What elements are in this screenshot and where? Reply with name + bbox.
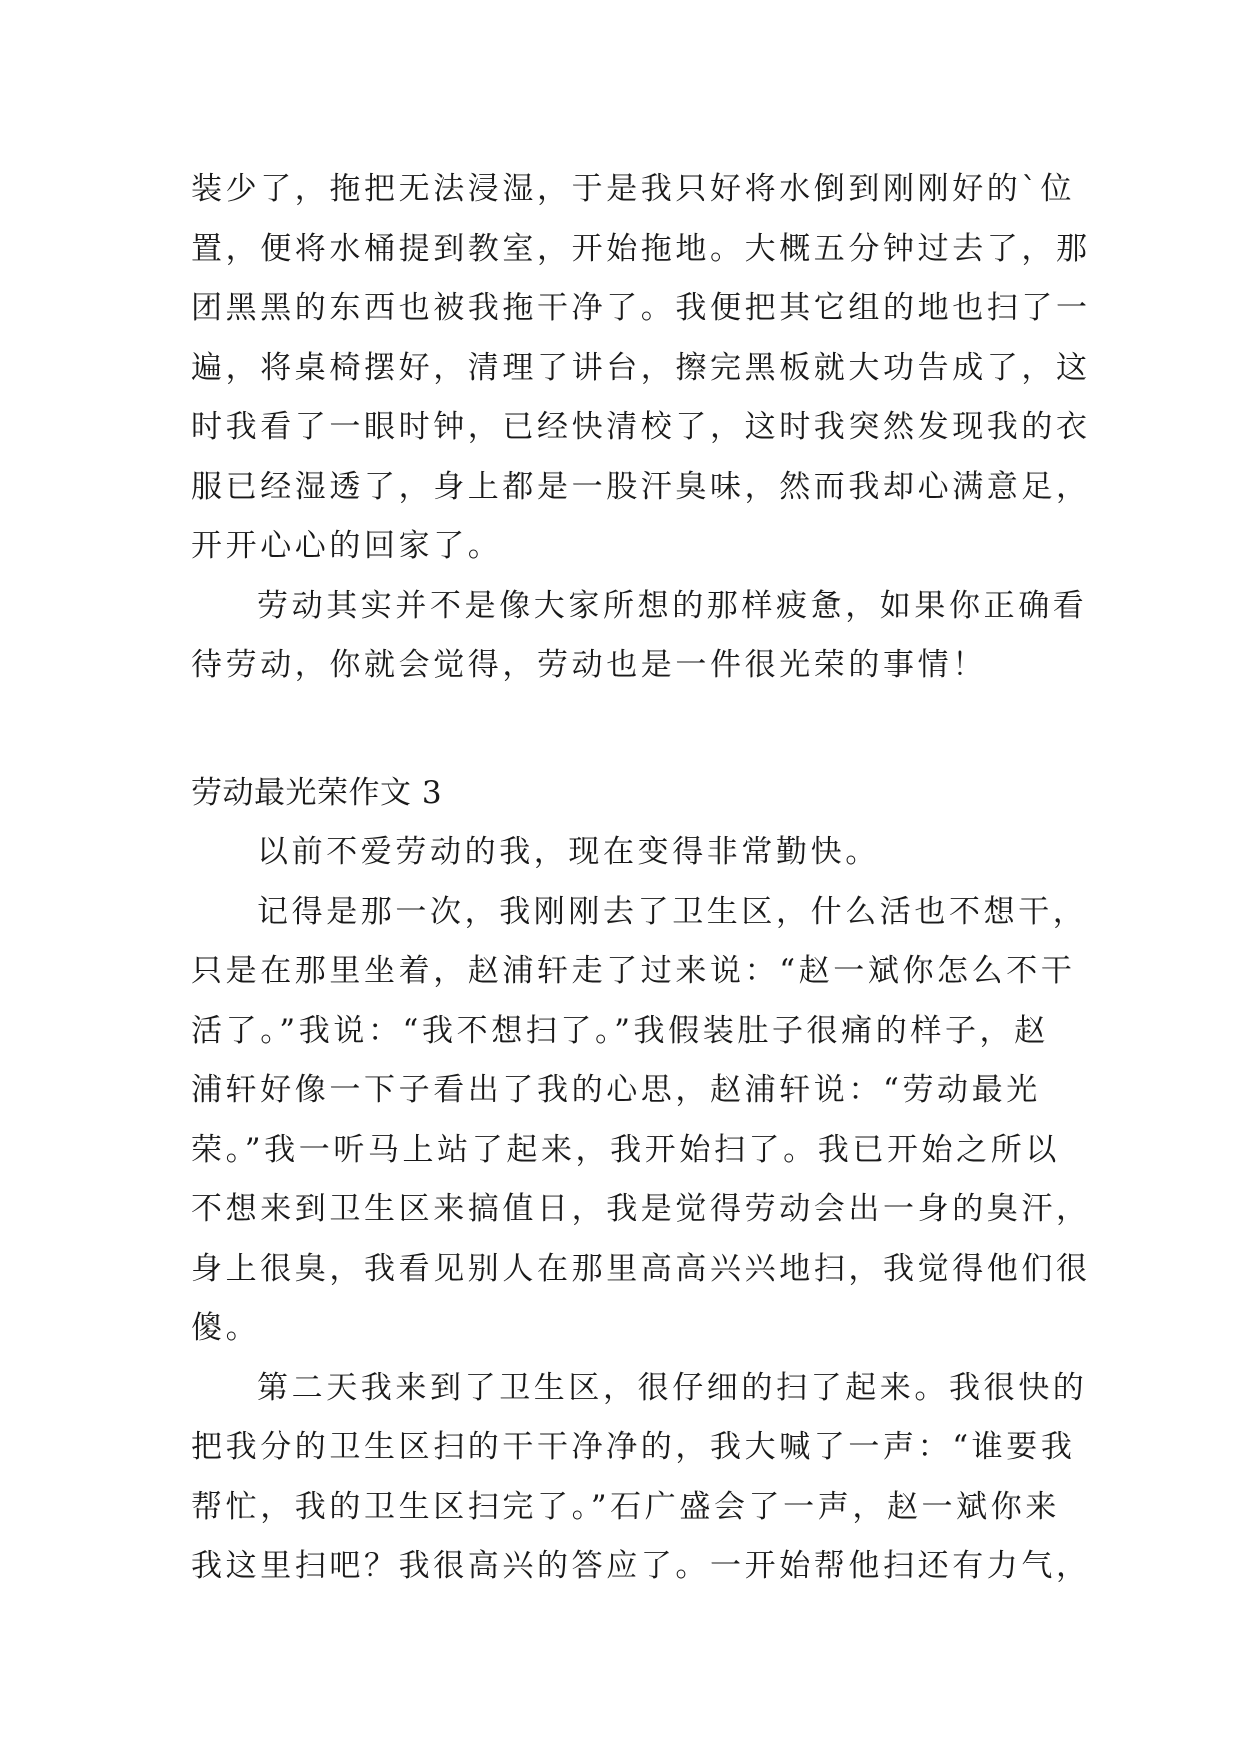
paragraph bbox=[191, 883, 1091, 1359]
text-line: 服已经湿透了，身上都是一股汗臭味，然而我却心满意足， bbox=[191, 468, 1091, 505]
text-line: 第二天我来到了卫生区，很仔细的扫了起来。我很快的 bbox=[257, 1369, 1088, 1406]
text-line: 以前不爱劳动的我，现在变得非常勤快。 bbox=[257, 834, 880, 870]
document-body bbox=[191, 160, 1091, 1597]
section-heading: 劳动最光荣作文 3 bbox=[191, 774, 443, 811]
text-line: 劳动其实并不是像大家所想的那样疲惫，如果你正确看 bbox=[257, 587, 1088, 624]
text-line: 置，便将水桶提到教室，开始拖地。大概五分钟过去了，那 bbox=[191, 230, 1091, 267]
section-spacer bbox=[191, 696, 1061, 764]
paragraph bbox=[191, 823, 1061, 883]
text-line: 傻。 bbox=[191, 1310, 261, 1346]
text-line: 不想来到卫生区来搞值日，我是觉得劳动会出一身的臭汗， bbox=[191, 1191, 1091, 1227]
paragraph bbox=[191, 1359, 1091, 1597]
text-line: 我这里扫吧？我很高兴的答应了。一开始帮他扫还有力气， bbox=[191, 1548, 1091, 1584]
paragraph bbox=[191, 160, 1091, 577]
text-line: 帮忙，我的卫生区扫完了。”石广盛会了一声，赵一斌你来 bbox=[191, 1488, 1060, 1525]
text-line: 荣。”我一听马上站了起来，我开始扫了。我已开始之所以 bbox=[191, 1131, 1060, 1168]
text-line: 浦轩好像一下子看出了我的心思，赵浦轩说：“劳动最光 bbox=[191, 1072, 1041, 1108]
text-line: 团黑黑的东西也被我拖干净了。我便把其它组的地也扫了一 bbox=[191, 290, 1091, 326]
text-line: 遍，将桌椅摆好，清理了讲台，擦完黑板就大功告成了，这 bbox=[191, 349, 1091, 386]
paragraph bbox=[191, 577, 1088, 696]
text-line: 活了。”我说：“我不想扫了。”我假装肚子很痛的样子，赵 bbox=[191, 1012, 1049, 1049]
text-line: 待劳动，你就会觉得，劳动也是一件很光荣的事情！ bbox=[191, 647, 987, 683]
text-line: 装少了，拖把无法浸湿，于是我只好将水倒到刚刚好的`位 bbox=[191, 171, 1076, 207]
text-line: 只是在那里坐着，赵浦轩走了过来说：“赵一斌你怎么不干 bbox=[191, 953, 1076, 989]
text-line: 开开心心的回家了。 bbox=[191, 528, 503, 564]
text-line: 把我分的卫生区扫的干干净净的，我大喊了一声：“谁要我 bbox=[191, 1429, 1076, 1465]
text-line: 身上很臭，我看见别人在那里高高兴兴地扫，我觉得他们很 bbox=[191, 1250, 1091, 1287]
text-line: 时我看了一眼时钟，已经快清校了，这时我突然发现我的衣 bbox=[191, 409, 1091, 445]
text-line: 记得是那一次，我刚刚去了卫生区，什么活也不想干， bbox=[257, 893, 1088, 930]
